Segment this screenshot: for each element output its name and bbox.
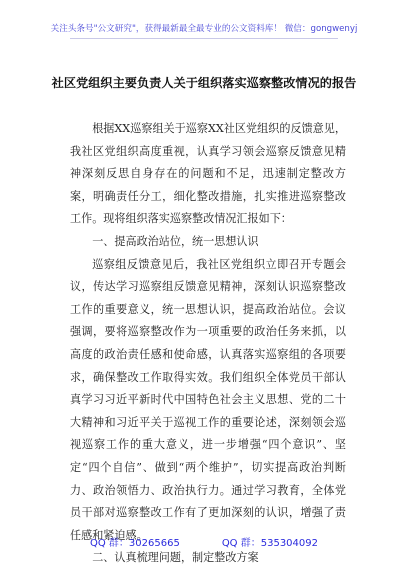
section-heading-1: 一、提高政治站位，统一思想认识: [92, 234, 259, 248]
footer-qq-group-2: QQ 群：535304092: [221, 538, 318, 549]
document-title: 社区党组织主要负责人关于组织落实巡察整改情况的报告: [51, 76, 357, 90]
footer-qq-group-1: QQ 群：30265665: [89, 538, 180, 549]
section-heading-2: 二、认真梳理问题，制定整改方案: [92, 551, 259, 565]
header-promo: 关注头条号"公文研究"，获得最新最全最专业的公文资料库！ 微信：gongwenyj: [50, 24, 358, 34]
footer-contacts: [0, 534, 408, 549]
header-divider: [70, 38, 338, 39]
paragraph-section-1: 巡察组反馈意见后，我社区党组织立即召开专题会议，传达学习巡察组反馈意见精神，深刻认识巡察整改工作的重要意义，统一思想认识，提高政治站位。会议强调，要将巡察整改作为一项重要的政治任务来抓，以高度的政治责任感和使命感，认真落实巡察组的各项要求，确保整改工作取得实效。我们组织全体党员干部认真学习习近平新时代中国特色社会主义思想、党的二十大精神和习近平关于巡视工作的重要论述，深刻领会巡视巡察工作的重大意义，进一步增强“四个意识”、坚定“四个自信”、做到“两个维护”，切实提高政治判断力、政治领悟力、政治执行力。通过学习教育，全体党员干部对巡察整改工作有了更加深刻的认识，增强了责任感和紧迫感。: [70, 257, 346, 542]
paragraph-intro: 根据XX巡察组关于巡察XX社区党组织的反馈意见，我社区党组织高度重视，认真学习领会巡察反馈意见精神深刻反思自身存在的问题和不足，迅速制定整改方案，明确责任分工，细化整改措施，扎实推进巡察整改工作。现将组织落实巡察整改情况汇报如下：: [70, 122, 346, 226]
document-body: [70, 118, 346, 570]
